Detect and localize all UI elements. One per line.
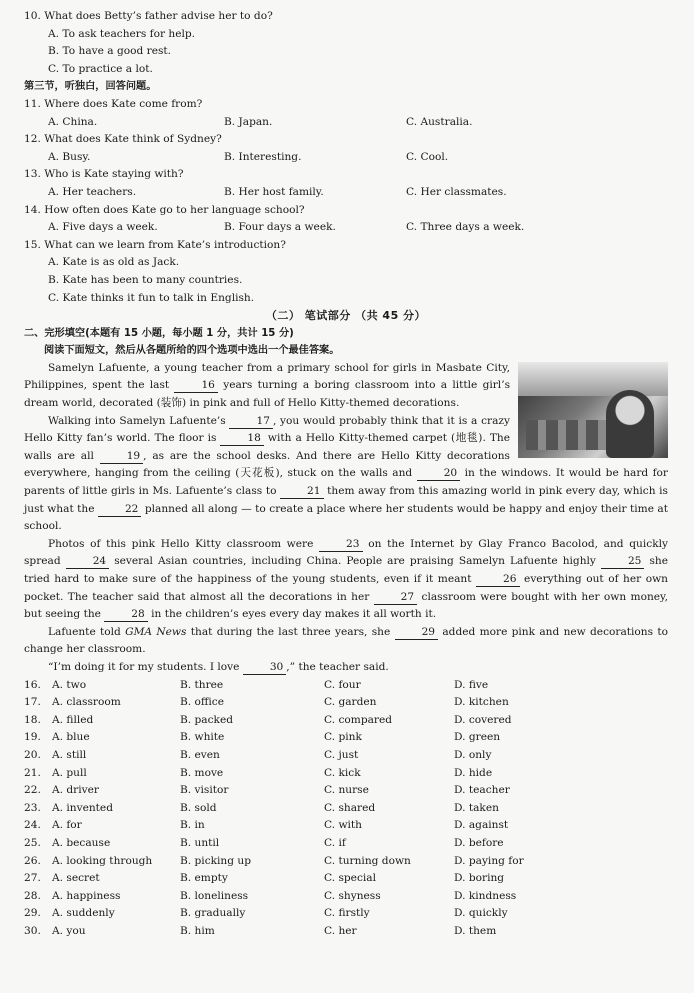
option: B. Her host family. [224, 185, 324, 198]
choice-number: 25. [24, 836, 41, 849]
choice-option: D. teacher [454, 784, 510, 797]
choice-option: C. if [324, 836, 346, 849]
choice-option: C. garden [324, 696, 377, 709]
question-text: 14. How often does Kate go to her language school? [24, 203, 305, 216]
option: B. Four days a week. [224, 221, 336, 234]
blank-24: 24 [66, 554, 109, 569]
question-15 [24, 237, 668, 307]
choice-row [24, 747, 668, 765]
question-13 [24, 166, 668, 201]
blank-27: 27 [374, 590, 417, 605]
choice-option: D. hide [454, 766, 493, 779]
choice-row [24, 712, 668, 730]
choice-number: 30. [24, 924, 41, 937]
blank-26: 26 [476, 572, 519, 587]
option: A. China. [48, 115, 98, 128]
choice-row [24, 870, 668, 888]
choice-row [24, 888, 668, 906]
choice-option: C. firstly [324, 907, 370, 920]
choice-option: C. with [324, 819, 362, 832]
blank-22: 22 [98, 502, 141, 517]
choice-number: 20. [24, 748, 41, 761]
option: B. To have a good rest. [48, 45, 172, 58]
choice-row [24, 765, 668, 783]
choice-option: C. compared [324, 713, 393, 726]
choice-option: D. before [454, 836, 504, 849]
choice-row [24, 694, 668, 712]
choice-option: C. shyness [324, 889, 381, 902]
choice-option: D. quickly [454, 907, 508, 920]
choice-option: A. secret [52, 872, 100, 885]
choice-option: B. move [180, 766, 224, 779]
option: B. Japan. [224, 115, 273, 128]
choice-option: A. suddenly [52, 907, 115, 920]
choice-number: 27. [24, 872, 41, 885]
choice-number: 23. [24, 801, 41, 814]
choice-number: 29. [24, 907, 41, 920]
question-text: 12. What does Kate think of Sydney? [24, 133, 222, 146]
question-text: 10. What does Betty’s father advise her to do? [24, 10, 273, 22]
blank-19: 19 [100, 449, 143, 464]
choice-option: B. gradually [180, 907, 246, 920]
choice-number: 24. [24, 819, 41, 832]
choice-option: A. blue [52, 731, 90, 744]
option: B. Interesting. [224, 150, 302, 163]
option: A. To ask teachers for help. [48, 27, 196, 40]
option: C. Kate thinks it fun to talk in English. [48, 291, 255, 304]
choice-option: D. paying for [454, 854, 524, 867]
choice-option: A. looking through [52, 854, 153, 867]
blank-30: 30 [243, 660, 286, 675]
option: A. Five days a week. [48, 221, 158, 234]
choice-number: 16. [24, 678, 41, 691]
choice-option: D. covered [454, 713, 512, 726]
choice-option: B. visitor [180, 784, 229, 797]
question-text: 11. Where does Kate come from? [24, 97, 203, 110]
choice-option: A. because [52, 836, 111, 849]
choice-option: C. turning down [324, 854, 411, 867]
option: C. To practice a lot. [48, 62, 153, 75]
question-text: 15. What can we learn from Kate’s introduction? [24, 238, 286, 251]
section3-heading: 第三节，听独白，回答问题。 [24, 81, 157, 93]
choice-option: B. empty [180, 872, 228, 885]
choice-option: B. white [180, 731, 225, 744]
choice-option: A. invented [52, 801, 113, 814]
choice-option: C. nurse [324, 784, 369, 797]
choice-option: B. picking up [180, 854, 252, 867]
choice-number: 26. [24, 854, 41, 867]
choice-option: A. two [52, 678, 87, 691]
choice-option: A. classroom [52, 696, 121, 709]
cloze-instruction: 阅读下面短文，然后从各题所给的四个选项中选出一个最佳答案。 [44, 345, 340, 357]
paragraph-5: “I’m doing it for my students. I love 30 ,” the teacher said. [48, 660, 389, 673]
choice-row [24, 905, 668, 923]
choice-option: D. five [454, 678, 489, 691]
choice-option: B. even [180, 748, 220, 761]
choice-row [24, 817, 668, 835]
choice-row [24, 677, 668, 695]
choice-option: A. happiness [52, 889, 121, 902]
question-11 [24, 96, 668, 131]
choice-number: 21. [24, 766, 41, 779]
choice-option: D. boring [454, 872, 505, 885]
option: A. Her teachers. [48, 185, 137, 198]
blank-20: 20 [417, 466, 460, 481]
paragraph-1: Samelyn Lafuente, a young teacher from a primary school for girls in Masbate City, Philippines, spent the last 16 years turning a boring classroom into a little girl’s dream world, decorated (装饰) in pink and full of Hello Kitty-themed decorations. [24, 361, 510, 410]
choice-option: B. sold [180, 801, 217, 814]
question-text: 13. Who is Kate staying with? [24, 168, 184, 181]
option: A. Kate is as old as Jack. [48, 256, 180, 269]
choice-option: D. taken [454, 801, 499, 814]
option: C. Her classmates. [406, 185, 507, 198]
paragraph-4: Lafuente told GMA News that during the last three years, she 29 added more pink and new decorations to change her classroom. [24, 625, 668, 656]
classroom-photo [518, 362, 668, 458]
choice-option: B. in [180, 819, 205, 832]
blank-16: 16 [174, 378, 217, 393]
choice-option: D. them [454, 924, 497, 937]
question-14 [24, 202, 668, 237]
choice-option: A. driver [52, 784, 99, 797]
option: C. Australia. [406, 115, 473, 128]
choice-option: C. four [324, 678, 361, 691]
choice-number: 18. [24, 713, 41, 726]
blank-18: 18 [220, 431, 263, 446]
cloze-heading: 二、完形填空(本题有 15 小题，每小题 1 分，共计 15 分) [24, 327, 294, 339]
choice-option: A. filled [52, 713, 94, 726]
choice-option: B. loneliness [180, 889, 249, 902]
news-source: GMA News [125, 625, 187, 638]
choice-row [24, 729, 668, 747]
blank-23: 23 [319, 537, 362, 552]
choice-option: D. against [454, 819, 509, 832]
blank-25: 25 [601, 554, 644, 569]
choice-option: A. you [52, 924, 86, 937]
choice-option: C. shared [324, 801, 376, 814]
choice-option: D. green [454, 731, 501, 744]
choice-option: C. pink [324, 731, 362, 744]
choice-option: D. kindness [454, 889, 517, 902]
choice-row [24, 835, 668, 853]
choice-option: D. only [454, 748, 492, 761]
paragraph-3: Photos of this pink Hello Kitty classroom were 23 on the Internet by Glay Franco Bacolod, and quickly spread 24 several Asian countries, including China. People are praising Samelyn Lafuente highly 25 she tried hard to make sure of the happiness of the young students, even if it meant 26 everything out of her own pocket. The teacher said that almost all the decorations in her 27 classroom were bought with her own money, but seeing the 28 in the children’s eyes every day makes it all worth it. [24, 537, 668, 621]
choice-option: C. her [324, 924, 357, 937]
choice-row [24, 800, 668, 818]
paragraph-2: Walking into Samelyn Lafuente’s 17 , you would probably think that it is a crazy Hello Kitty fan’s world. The floor is 18 with a Hello Kitty-themed carpet (地毯). The walls are all 19 , as are the school desks. And there are Hello Kitty decorations everywhere, hanging from the ceiling (天花板), stuck on the walls and 20 in the windows. It would be hard for parents of little girls in Ms. Lafuente’s class to 21 them away from this amazing world in pink every day, which is just what the 22 planned all along — to create a place where her students would be happy and enjoy their time at school. [24, 414, 668, 533]
choice-option: B. until [180, 836, 220, 849]
blank-29: 29 [395, 625, 438, 640]
choice-option: C. kick [324, 766, 361, 779]
choice-number: 22. [24, 784, 41, 797]
choice-option: B. office [180, 696, 225, 709]
choice-row [24, 782, 668, 800]
blank-17: 17 [229, 414, 272, 429]
choice-option: A. still [52, 748, 87, 761]
choice-option: C. special [324, 872, 376, 885]
choice-option: B. him [180, 924, 215, 937]
choice-row [24, 923, 668, 941]
cloze-choices [24, 677, 668, 941]
blank-21: 21 [280, 484, 323, 499]
choice-option: A. for [52, 819, 82, 832]
choice-option: B. packed [180, 713, 234, 726]
option: A. Busy. [48, 150, 91, 163]
part2-title: （二） 笔试部分 （共 45 分） [265, 309, 427, 323]
choice-option: A. pull [52, 766, 87, 779]
blank-28: 28 [104, 607, 147, 622]
choice-option: B. three [180, 678, 224, 691]
option: C. Cool. [406, 150, 449, 163]
choice-number: 28. [24, 889, 41, 902]
cloze-passage [24, 360, 668, 677]
choice-number: 17. [24, 696, 41, 709]
choice-row [24, 853, 668, 871]
option: C. Three days a week. [406, 221, 525, 234]
choice-number: 19. [24, 731, 41, 744]
question-10 [24, 8, 668, 78]
choice-option: C. just [324, 748, 359, 761]
choice-option: D. kitchen [454, 696, 509, 709]
question-12 [24, 131, 668, 166]
option: B. Kate has been to many countries. [48, 273, 243, 286]
